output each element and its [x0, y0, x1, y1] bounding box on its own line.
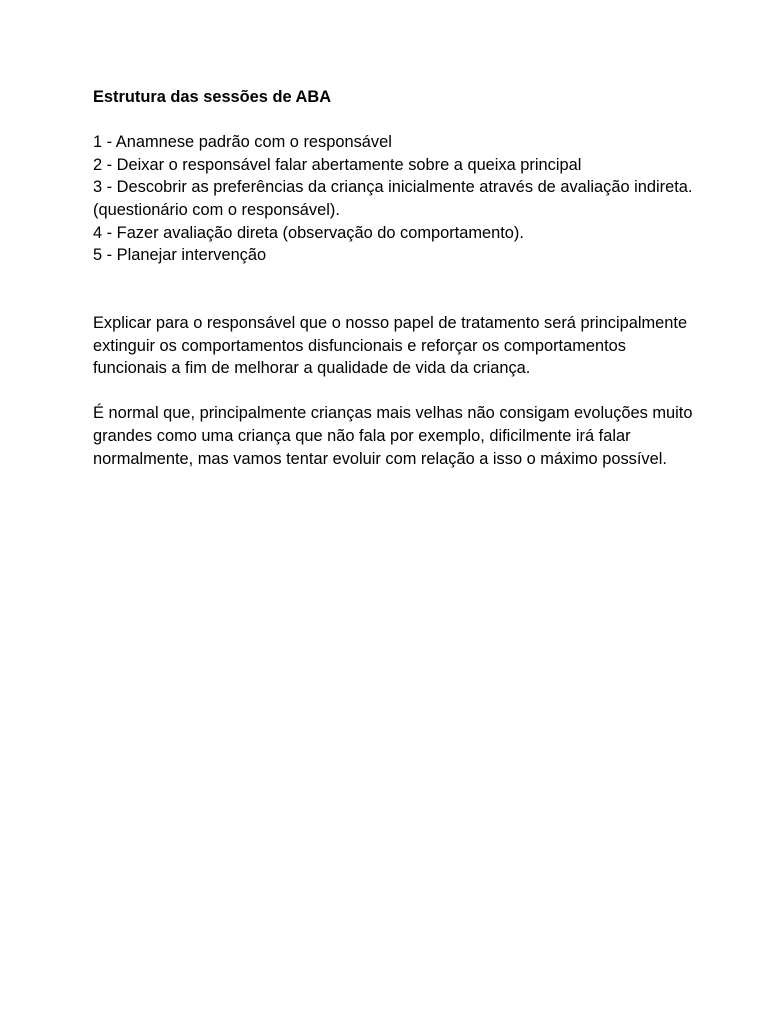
- step-item-4: 4 - Fazer avaliação direta (observação do comportamento).: [93, 223, 524, 242]
- blank-line: [93, 109, 693, 132]
- paragraph-expectations: É normal que, principalmente crianças mais velhas não consigam evoluções muito grandes como uma criança que não fala por exemplo, dificilmente irá falar normalmente, mas vamos tentar evoluir com relação a isso o máximo possível.: [93, 404, 693, 468]
- steps-list: [93, 131, 693, 267]
- step-item-3: 3 - Descobrir as preferências da criança inicialmente através de avaliação indireta. (questionário com o responsável).: [93, 178, 693, 219]
- step-item-2: 2 - Deixar o responsável falar abertamente sobre a queixa principal: [93, 155, 582, 174]
- blank-lines: [93, 267, 693, 312]
- step-item-5: 5 - Planejar intervenção: [93, 246, 267, 265]
- document-title: Estrutura das sessões de ABA: [93, 88, 332, 106]
- paragraph-treatment-role: Explicar para o responsável que o nosso papel de tratamento será principalmente extinguir os comportamentos disfuncionais e reforçar os comportamentos funcionais a fim de melhorar a qualidade de vida da criança.: [93, 313, 688, 378]
- document-page: [93, 86, 693, 470]
- step-item-1: 1 - Anamnese padrão com o responsável: [93, 133, 392, 152]
- blank-line: [93, 380, 693, 403]
